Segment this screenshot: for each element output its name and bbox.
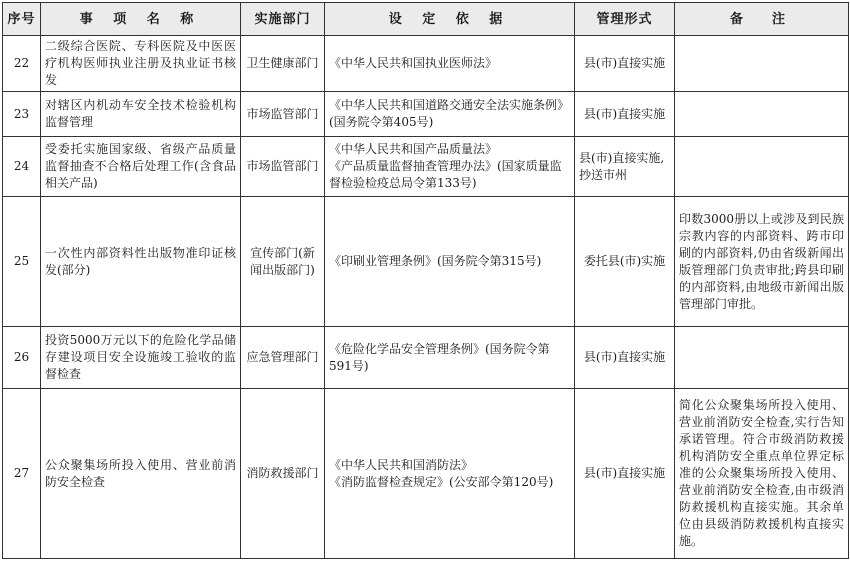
cell-note xyxy=(675,36,849,92)
cell-dept: 卫生健康部门 xyxy=(241,36,325,92)
items-table xyxy=(2,2,849,559)
cell-dept: 消防救援部门 xyxy=(241,389,325,559)
basis-line: 《中华人民共和国执业医师法》 xyxy=(329,56,498,70)
header-seq: 序号 xyxy=(3,3,41,36)
cell-seq: 24 xyxy=(3,137,41,197)
cell-item: 二级综合医院、专科医院及中医医疗机构医师执业注册及执业证书核发 xyxy=(41,36,241,92)
cell-dept: 宣传部门(新闻出版部门) xyxy=(241,197,325,327)
cell-basis xyxy=(325,197,575,327)
cell-dept: 市场监管部门 xyxy=(241,92,325,137)
basis-line: 《中华人民共和国消防法》 xyxy=(329,457,474,472)
cell-basis xyxy=(325,137,575,197)
cell-seq: 22 xyxy=(3,36,41,92)
cell-basis xyxy=(325,327,575,389)
cell-item: 对辖区内机动车安全技术检验机构监督管理 xyxy=(41,92,241,137)
table-row xyxy=(3,36,849,92)
cell-item: 受委托实施国家级、省级产品质量监督抽查不合格后处理工作(含食品相关产品) xyxy=(41,137,241,197)
basis-line: 《中华人民共和国道路交通安全法实施条例》(国务院令第405号) xyxy=(329,98,570,129)
cell-basis xyxy=(325,389,575,559)
cell-dept: 市场监管部门 xyxy=(241,137,325,197)
table-row xyxy=(3,327,849,389)
cell-note: 印数3000册以上或涉及到民族宗教内容的内部资料、跨市印刷的内部资料,仍由省级新闻出版管理部门负责审批;跨县印刷的内部资料,由地级市新闻出版管理部门审批。 xyxy=(675,197,849,327)
cell-mode: 县(市)直接实施 xyxy=(575,36,675,92)
cell-item: 公众聚集场所投入使用、营业前消防安全检查 xyxy=(41,389,241,559)
cell-basis xyxy=(325,92,575,137)
header-mode: 管理形式 xyxy=(575,3,675,36)
basis-line: 《消防监督检查规定》(公安部令第120号) xyxy=(329,474,554,489)
cell-seq: 27 xyxy=(3,389,41,559)
cell-mode: 县(市)直接实施 xyxy=(575,389,675,559)
header-item: 事 项 名 称 xyxy=(41,3,241,36)
cell-note xyxy=(675,92,849,137)
cell-note xyxy=(675,327,849,389)
basis-line: 《产品质量监督抽查管理办法》(国家质量监督检验检疫总局令第133号) xyxy=(329,159,562,190)
cell-dept: 应急管理部门 xyxy=(241,327,325,389)
table-row xyxy=(3,197,849,327)
header-row xyxy=(3,3,849,36)
cell-seq: 25 xyxy=(3,197,41,327)
cell-item: 投资5000万元以下的危险化学品储存建设项目安全设施竣工验收的监督检查 xyxy=(41,327,241,389)
table-row xyxy=(3,92,849,137)
cell-mode: 县(市)直接实施,抄送市州 xyxy=(575,137,675,197)
header-basis: 设 定 依 据 xyxy=(325,3,575,36)
cell-basis xyxy=(325,36,575,92)
cell-mode: 县(市)直接实施 xyxy=(575,327,675,389)
table-row xyxy=(3,389,849,559)
cell-seq: 23 xyxy=(3,92,41,137)
header-dept: 实施部门 xyxy=(241,3,325,36)
basis-line: 《危险化学品安全管理条例》(国务院令第591号) xyxy=(329,341,550,373)
header-note: 备 注 xyxy=(675,3,849,36)
table-row xyxy=(3,137,849,197)
cell-mode: 县(市)直接实施 xyxy=(575,92,675,137)
cell-item: 一次性内部资料性出版物准印证核发(部分) xyxy=(41,197,241,327)
cell-note: 简化公众聚集场所投入使用、营业前消防安全检查,实行告知承诺管理。符合市级消防救援机构消防安全重点单位界定标准的公众聚集场所投入使用、营业前消防安全检查,由市级消防救援机构直接实施。其余单位由县级消防救援机构直接实施。 xyxy=(675,389,849,559)
basis-line: 《印刷业管理条例》(国务院令第315号) xyxy=(329,254,542,268)
cell-note xyxy=(675,137,849,197)
cell-mode: 委托县(市)实施 xyxy=(575,197,675,327)
cell-seq: 26 xyxy=(3,327,41,389)
basis-line: 《中华人民共和国产品质量法》 xyxy=(329,142,498,156)
